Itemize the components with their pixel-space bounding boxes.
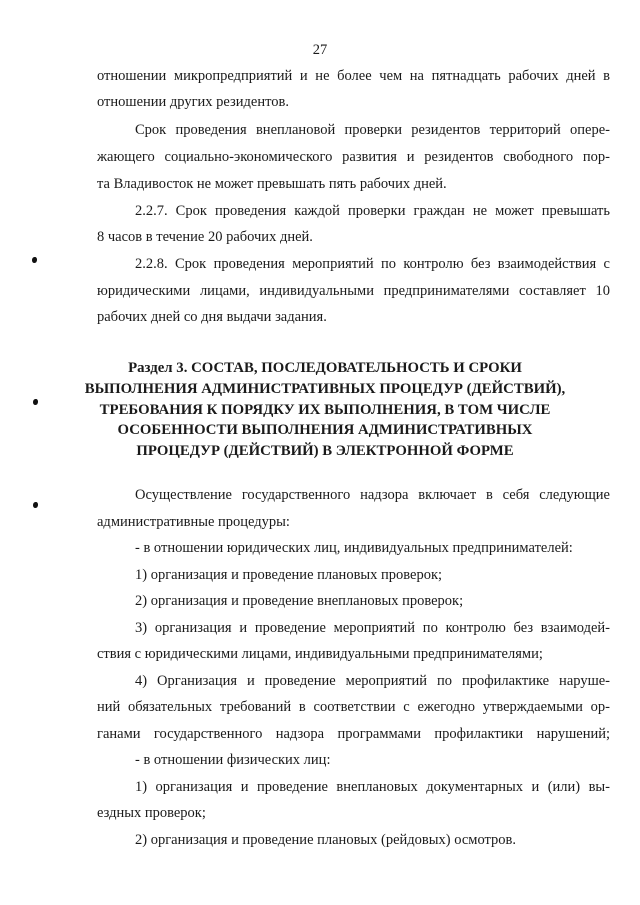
body-line: 2) организация и проведение внеплановых проверок; <box>135 593 464 609</box>
body-line: 2.2.7. Срок проведения каждой проверки граждан не может превышать <box>135 203 610 219</box>
body-line: 3) организация и проведение мероприятий по контролю без взаимодей- <box>135 620 610 636</box>
body-line: 1) организация и проведение плановых проверок; <box>135 567 443 583</box>
body-line: ствия с юридическими лицами, индивидуальными предпринимателями; <box>97 646 543 662</box>
body-line: жающего социально-экономического развития и резидентов свободного пор- <box>97 149 610 165</box>
body-line: отношении микропредприятий и не более чем на пятнадцать рабочих дней в <box>97 68 610 84</box>
body-line: ний обязательных требований в соответствии с ежегодно утверждаемыми ор- <box>97 699 610 715</box>
page-number: 27 <box>312 42 328 58</box>
body-line: ездных проверок; <box>97 805 206 821</box>
body-line: ганами государственного надзора программами профилактики нарушений; <box>97 726 610 742</box>
punch-mark <box>33 502 38 508</box>
body-line: 1) организация и проведение внеплановых документарных и (или) вы- <box>135 779 610 795</box>
section-heading-line: ВЫПОЛНЕНИЯ АДМИНИСТРАТИВНЫХ ПРОЦЕДУР (ДЕЙСТВИЙ), <box>84 381 566 397</box>
body-line: 2.2.8. Срок проведения мероприятий по контролю без взаимодействия с <box>135 256 610 272</box>
body-line: - в отношении физических лиц: <box>135 752 331 768</box>
section-heading-line: ТРЕБОВАНИЯ К ПОРЯДКУ ИХ ВЫПОЛНЕНИЯ, В ТОМ ЧИСЛЕ <box>99 402 551 418</box>
section-heading-line: ОСОБЕННОСТИ ВЫПОЛНЕНИЯ АДМИНИСТРАТИВНЫХ <box>117 422 533 438</box>
punch-mark <box>32 257 37 263</box>
body-line: 8 часов в течение 20 рабочих дней. <box>97 229 313 245</box>
body-line: 4) Организация и проведение мероприятий по профилактике наруше- <box>135 673 610 689</box>
section-heading-line: ПРОЦЕДУР (ДЕЙСТВИЙ) В ЭЛЕКТРОННОЙ ФОРМЕ <box>136 443 514 459</box>
punch-mark <box>33 399 38 405</box>
body-line: юридическими лицами, индивидуальными предпринимателями составляет 10 <box>97 283 610 299</box>
body-line: Осуществление государственного надзора включает в себя следующие <box>135 487 610 503</box>
body-line: - в отношении юридических лиц, индивидуальных предпринимателей: <box>135 540 573 556</box>
body-line: отношении других резидентов. <box>97 94 289 110</box>
section-heading-line: Раздел 3. СОСТАВ, ПОСЛЕДОВАТЕЛЬНОСТЬ И СРОКИ <box>128 360 522 376</box>
body-line: рабочих дней со дня выдачи задания. <box>97 309 327 325</box>
body-line: административные процедуры: <box>97 514 290 530</box>
body-line: Срок проведения внеплановой проверки резидентов территорий опере- <box>135 122 610 138</box>
body-line: 2) организация и проведение плановых (рейдовых) осмотров. <box>135 832 516 848</box>
body-line: та Владивосток не может превышать пять рабочих дней. <box>97 176 447 192</box>
